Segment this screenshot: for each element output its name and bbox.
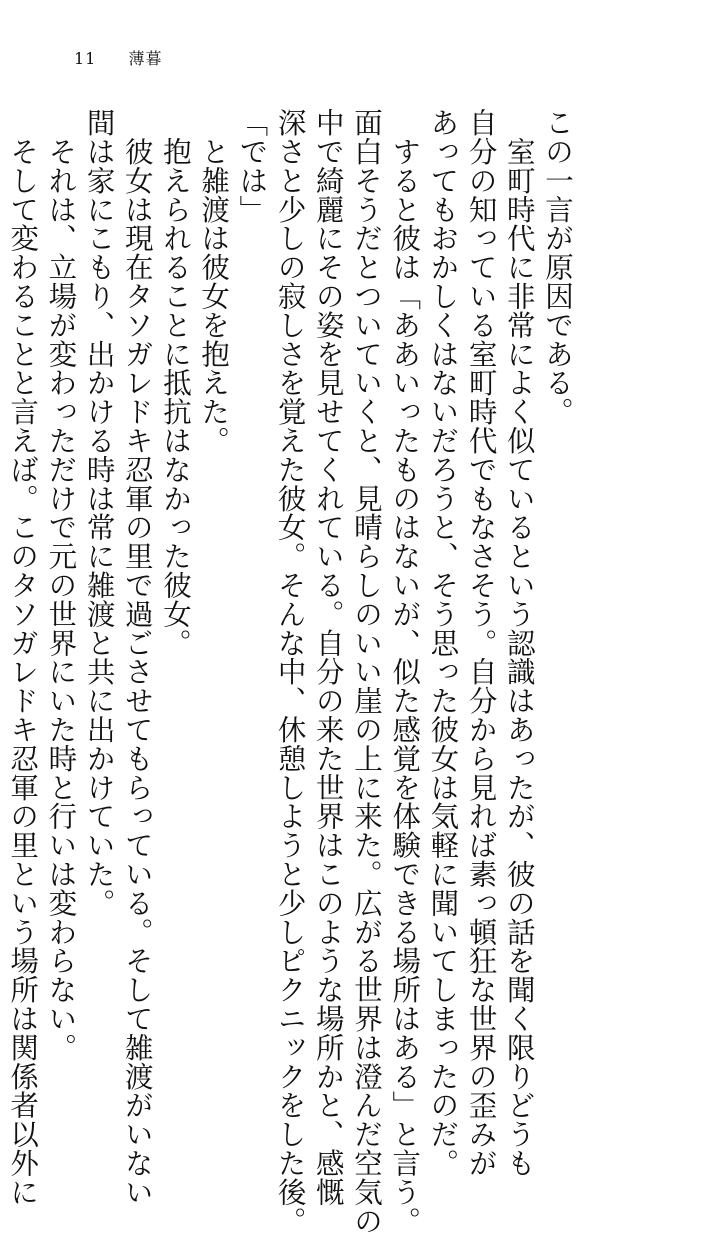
text-line: と雑渡は彼女を抱えた。 xyxy=(197,108,231,455)
text-line: 間は家にこもり、出かける時は常に雑渡と共に出かけていた。 xyxy=(82,108,116,918)
page-header xyxy=(74,46,162,69)
text-line: 深さと少しの寂しさを覚えた彼女。そんな中、休憩しようと少しピクニックをした後。 xyxy=(273,108,307,1235)
text-line: すると彼は「ああいったものはないが、似た感覚を体験できる場所はある」と言う。 xyxy=(388,108,422,1235)
text-line: 抱えられることに抵抗はなかった彼女。 xyxy=(158,108,192,658)
text-line: 中で綺麗にその姿を見せてくれている。自分の来た世界はこのような場所かと、感慨 xyxy=(311,108,345,1207)
text-line xyxy=(0,108,3,970)
text-line: 面白そうだとついていくと、見晴らしのいい崖の上に来た。広がる世界は澄んだ空気の xyxy=(349,108,383,1235)
text-line: 「では」 xyxy=(235,108,269,224)
text-line: 室町時代に非常によく似ているという認識はあったが、彼の話を聞く限りどうも xyxy=(502,108,536,1178)
text-line: そして変わることと言えば。このタソガレドキ忍軍の里という場所は関係者以外に xyxy=(6,108,40,1207)
text-line: 自分の知っている室町時代でもなさそう。自分から見れば素っ頓狂な世界の歪みが xyxy=(464,108,498,1178)
chapter-title: 薄暮 xyxy=(128,49,163,68)
text-line: それは、立場が変わっただけで元の世界にいた時と行いは変わらない。 xyxy=(44,108,78,1062)
text-line: この一言が原因である。 xyxy=(541,108,574,426)
text-line: 彼女は現在タソガレドキ忍軍の里で過ごさせてもらっている。そして雑渡がいない xyxy=(120,108,154,1207)
text-line: あってもおかしくはないだろうと、そう思った彼女は気軽に聞いてしまったのだ。 xyxy=(426,108,460,1178)
body-text xyxy=(0,108,576,1235)
page-number: 11 xyxy=(74,49,97,68)
